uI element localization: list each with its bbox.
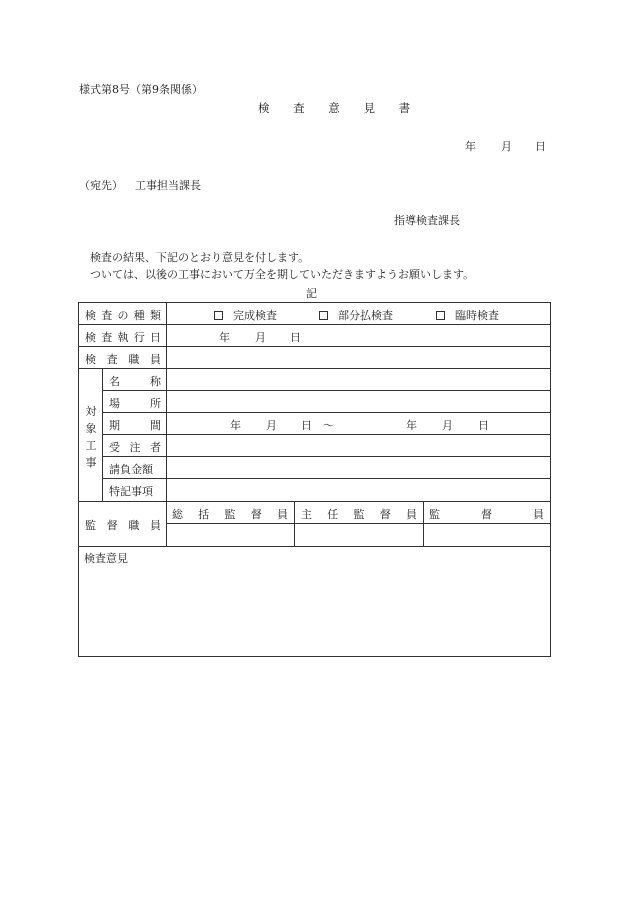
date-year: 年: [465, 140, 476, 153]
row-divider: [79, 501, 550, 502]
row-notes-label: 特記事項: [109, 485, 153, 498]
checkbox-icon[interactable]: [436, 311, 445, 320]
checkbox-icon[interactable]: [214, 311, 223, 320]
row-period-label: 期 間: [109, 419, 161, 432]
period-start-day: 日: [301, 419, 312, 432]
exec-date-label: 検 査 執 行 日: [85, 331, 161, 344]
row-divider: [79, 546, 550, 547]
row-divider: [79, 324, 550, 325]
row-divider: [102, 456, 550, 457]
addressee-label: （宛先）: [79, 179, 123, 192]
addressee-name: 工事担当課長: [135, 179, 201, 192]
row-divider: [102, 412, 550, 413]
row-name-label: 名 称: [109, 375, 161, 388]
document-title: 検 査 意 見 書: [258, 101, 421, 115]
sender: 指導検査課長: [394, 214, 460, 227]
period-tilde: 〜: [323, 419, 334, 432]
staff-label: 検 査 職 員: [85, 353, 161, 366]
supervisor-chief: 主 任 監 督 員: [301, 508, 417, 521]
addressee: [79, 177, 201, 193]
row-divider: [79, 346, 550, 347]
ki-marker: 記: [306, 287, 317, 300]
row-divider: [102, 434, 550, 435]
period-end-month: 月: [442, 419, 453, 432]
row-amount-label: 請負金額: [109, 463, 153, 476]
period-end-day: 日: [478, 419, 489, 432]
row-divider: [166, 523, 550, 524]
body-text-2: ついては、以後の工事において万全を期していただきますようお願いします。: [90, 268, 475, 281]
col-divider: [166, 303, 167, 546]
period-start-month: 月: [266, 419, 277, 432]
date-month: 月: [501, 140, 512, 153]
option-temporary[interactable]: 臨時検査: [436, 307, 499, 323]
period-end-year: 年: [406, 419, 417, 432]
supervisor-plain: 監 督 員: [429, 508, 544, 521]
col-divider: [423, 501, 424, 546]
col-divider: [294, 501, 295, 546]
issue-date: [465, 138, 546, 154]
inspection-type-label: 検 査 の 種 類: [85, 309, 161, 322]
row-divider: [79, 368, 550, 369]
row-place-label: 場 所: [109, 397, 161, 410]
exec-date-day: 日: [290, 331, 301, 344]
target-construction-label: 対 象 工 事: [85, 405, 97, 469]
body-text-1: 検査の結果、下記のとおり意見を付します。: [90, 251, 310, 264]
opinion-label: 検査意見: [84, 552, 128, 565]
row-contractor-label: 受 注 者: [109, 441, 161, 454]
row-divider: [102, 478, 550, 479]
row-divider: [102, 390, 550, 391]
col-divider: [102, 368, 103, 501]
option-complete[interactable]: 完成検査: [214, 307, 277, 323]
checkbox-icon[interactable]: [319, 311, 328, 320]
option-partial[interactable]: 部分払検査: [319, 307, 393, 323]
period-start-year: 年: [230, 419, 241, 432]
exec-date-month: 月: [255, 331, 266, 344]
inspection-table: [78, 302, 551, 657]
supervisor-label: 監 督 職 員: [85, 519, 161, 532]
form-number: 様式第8号（第9条関係）: [79, 83, 203, 96]
supervisor-general: 総 括 監 督 員: [172, 508, 288, 521]
date-day: 日: [535, 140, 546, 153]
exec-date-year: 年: [219, 331, 230, 344]
